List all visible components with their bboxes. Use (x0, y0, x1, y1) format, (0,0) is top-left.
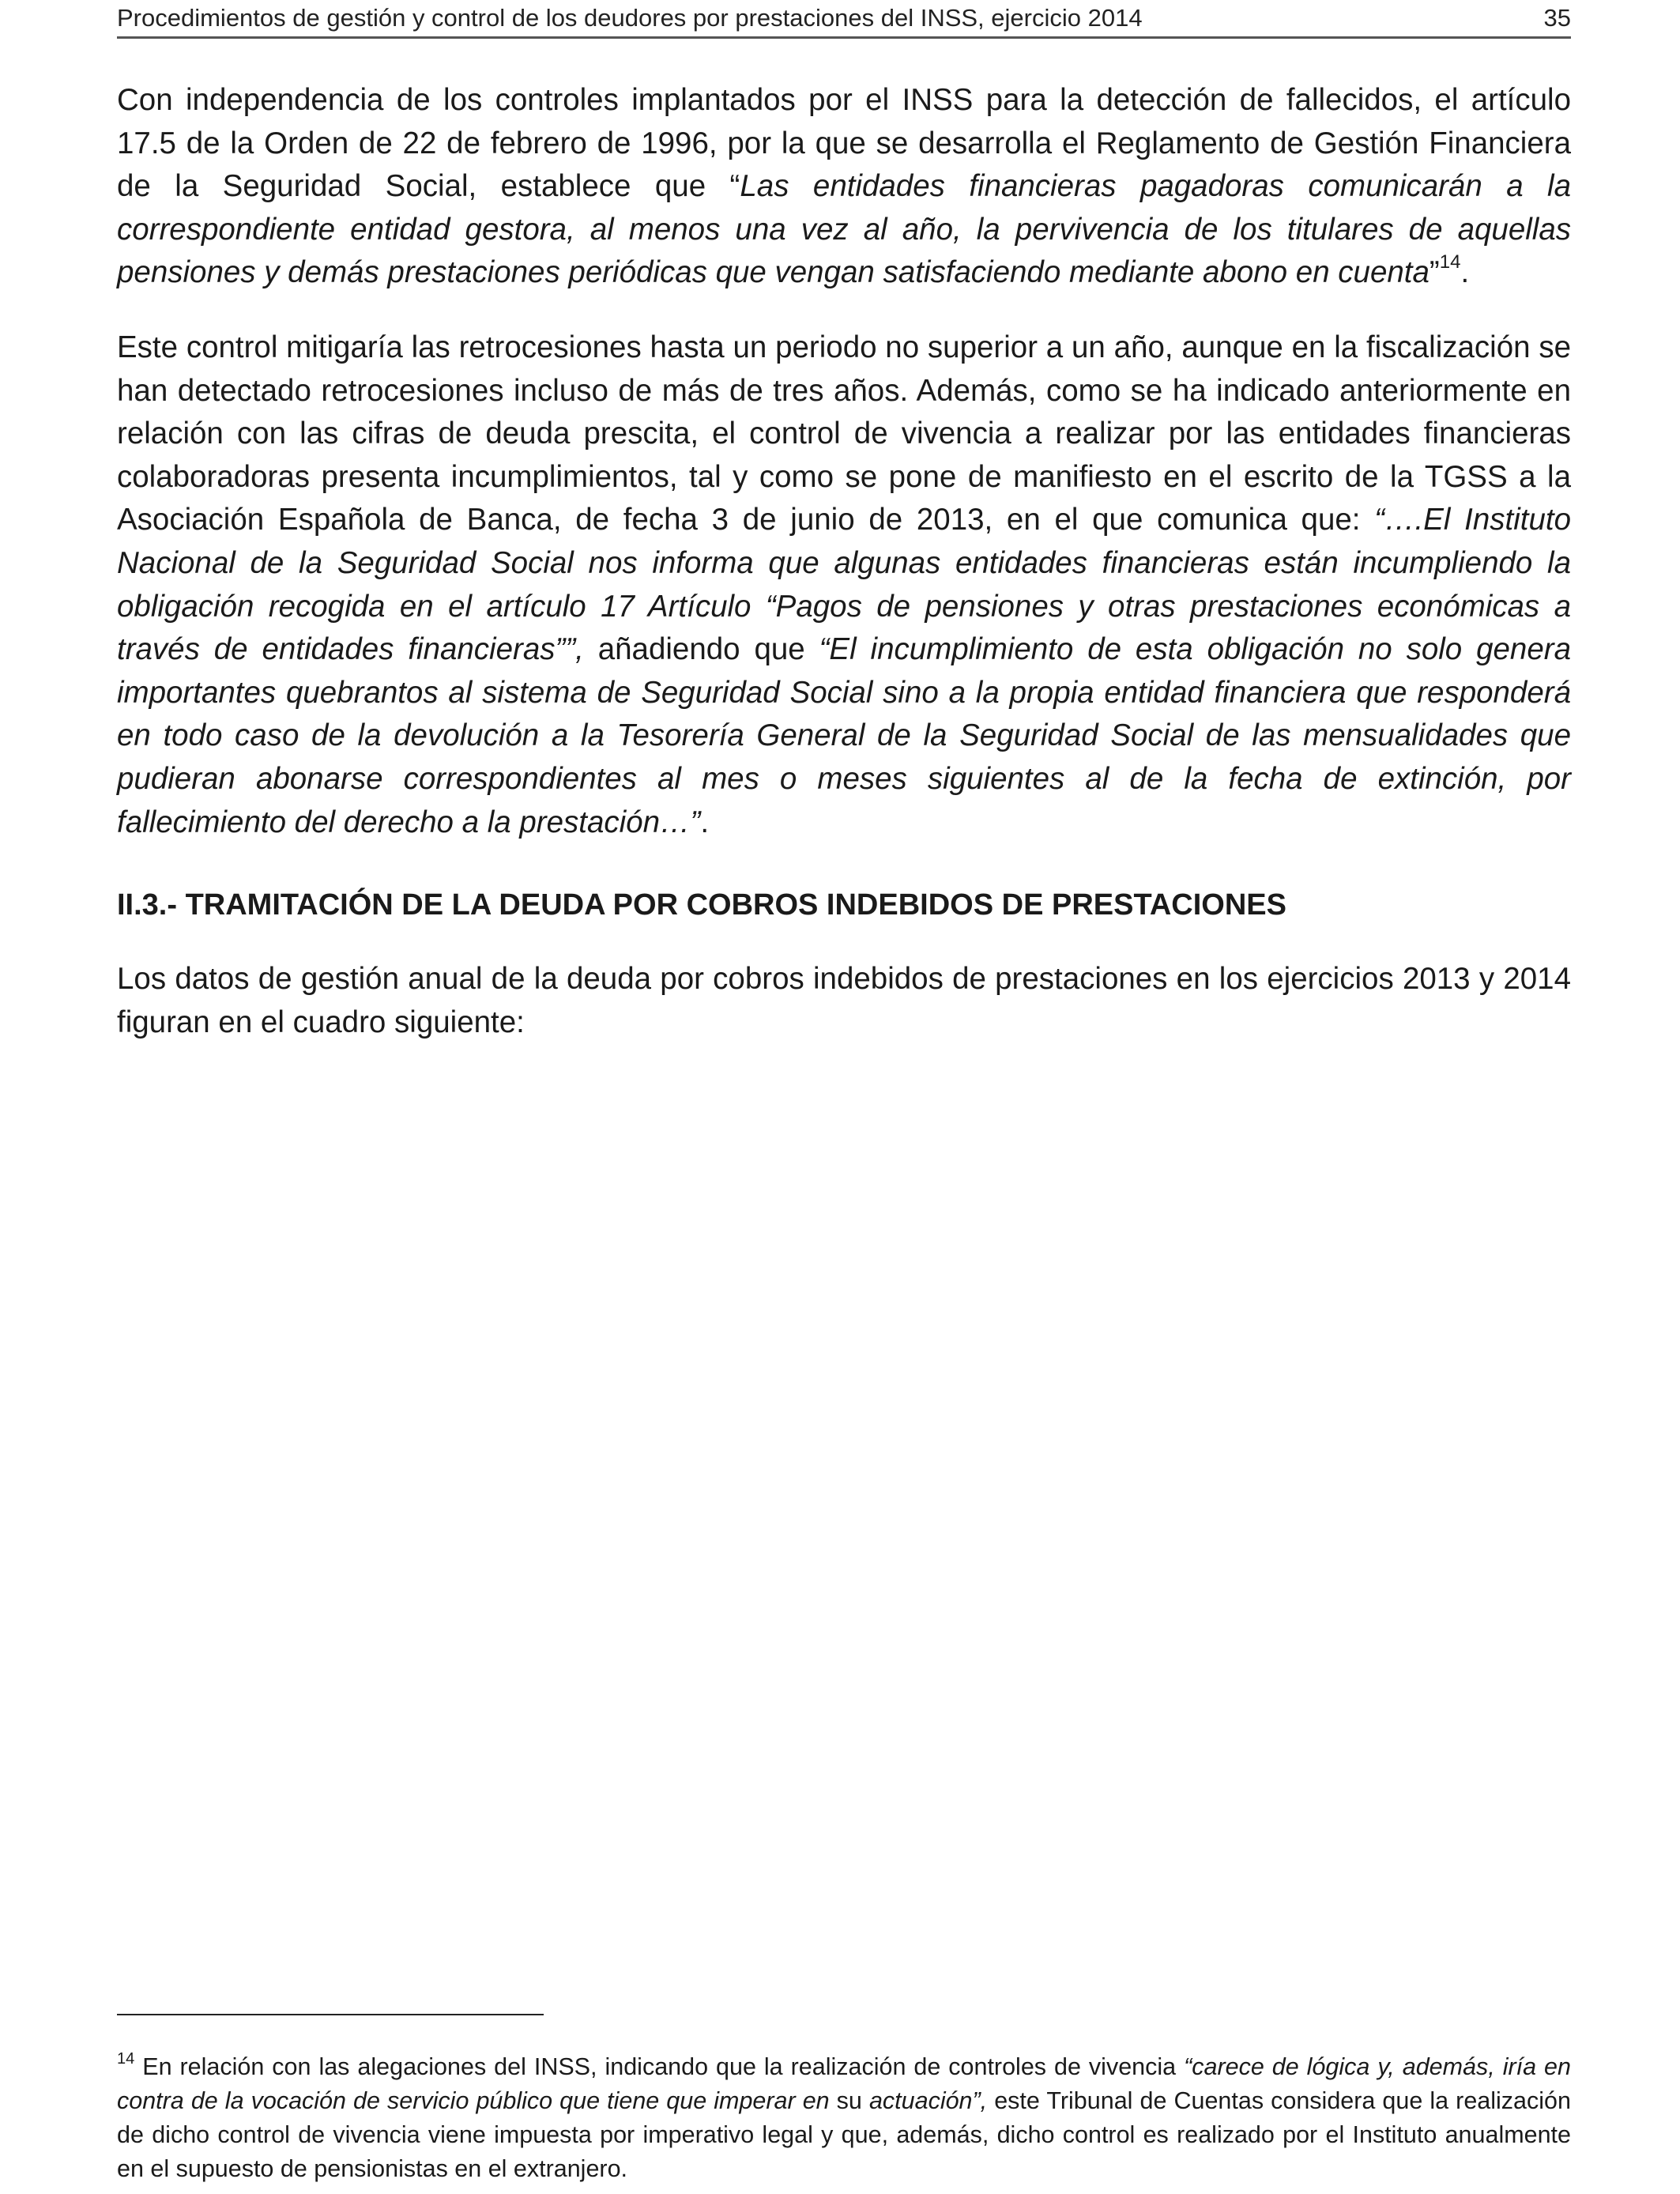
footnote-reference[interactable]: 14 (1439, 251, 1461, 273)
page-number: 35 (1543, 4, 1571, 32)
section-heading: II.3.- TRAMITACIÓN DE LA DEUDA POR COBROS INDEBIDOS DE PRESTACIONES (117, 888, 1286, 922)
footnote-text-c: este Tribunal de Cuentas considera que la realización de dicho control de vivencia viene impuesta por imperativo legal y que, además, dicho control es realizado por el Instituto anualmente en el supuesto de pensionistas en el extranjero. (117, 2087, 1571, 2182)
footnote-text-a: En relación con las alegaciones del INSS, indicando que la realización de controles de vivencia (134, 2053, 1185, 2080)
paragraph-2-text-c: . (700, 805, 710, 839)
paragraph-3: Los datos de gestión anual de la deuda por cobros indebidos de prestaciones en los ejercicios 2013 y 2014 figuran en el cuadro siguiente: (117, 962, 1571, 1039)
footnote (117, 2050, 1571, 2186)
paragraph-1-text-a: Con independencia de los controles implantados por el INSS para la detección de fallecidos, el artículo 17.5 de la Orden de 22 de febrero de 1996, por la que se desarrolla el Reglamento de Gestión Financiera de la Seguridad Social, establece que “ (117, 83, 1571, 204)
paragraph-2-quote-2: “El incumplimiento de esta obligación no solo genera importantes quebrantos al sistema de Seguridad Social sino a la propia entidad financiera que responderá en todo caso de la devolución a la Tesorería General de la Seguridad Social de las mensualidades que pudieran abonarse correspondientes al mes o meses siguientes al de la fecha de extinción, por fallecimiento del derecho a la prestación…” (117, 632, 1571, 839)
paragraph-2-text-b: añadiendo que (583, 632, 819, 667)
footnote-quote-2: actuación”, (868, 2087, 988, 2114)
footnote-number: 14 (117, 2050, 135, 2068)
paragraph-1-text-b: . (1460, 255, 1470, 290)
paragraph-2-quote-1: “….El Instituto Nacional de la Seguridad Social nos informa que algunas entidades financieras están incumpliendo la obligación recogida en el artículo 17 Artículo “Pagos de pensiones y otras prestaciones económicas a través de entidades financieras””, (117, 503, 1571, 667)
header-title: Procedimientos de gestión y control de los deudores por prestaciones del INSS, ejercicio 2014 (117, 4, 1143, 32)
page-header (117, 0, 1571, 39)
paragraph-1-quote: Las entidades financieras pagadoras comunicarán a la correspondiente entidad gestora, al menos una vez al año, la pervivencia de los titulares de aquellas pensiones y demás prestaciones periódicas que vengan satisfaciendo mediante abono en cuenta (117, 169, 1572, 290)
paragraph-2 (117, 326, 1571, 844)
footnote-divider (117, 2014, 544, 2015)
paragraph-1 (117, 79, 1571, 295)
paragraph-2-text-a: Este control mitigaría las retrocesiones hasta un periodo no superior a un año, aunque en la fiscalización se han detectado retrocesiones incluso de más de tres años. Además, como se ha indicado anteriormente en relación con las cifras de deuda prescita, el control de vivencia a realizar por las entidades financieras colaboradoras presenta incumplimientos, tal y como se pone de manifiesto en el escrito de la TGSS a la Asociación Española de Banca, de fecha 3 de junio de 2013, en el que comunica que: (117, 330, 1571, 537)
paragraph-1-close-quote: ” (1429, 255, 1440, 290)
page-body (117, 79, 1571, 1044)
footnote-text-b: su (829, 2087, 869, 2114)
footnote-quote-1: “carece de lógica y, además, iría en contra de la vocación de servicio público que tiene que imperar en (117, 2053, 1571, 2114)
